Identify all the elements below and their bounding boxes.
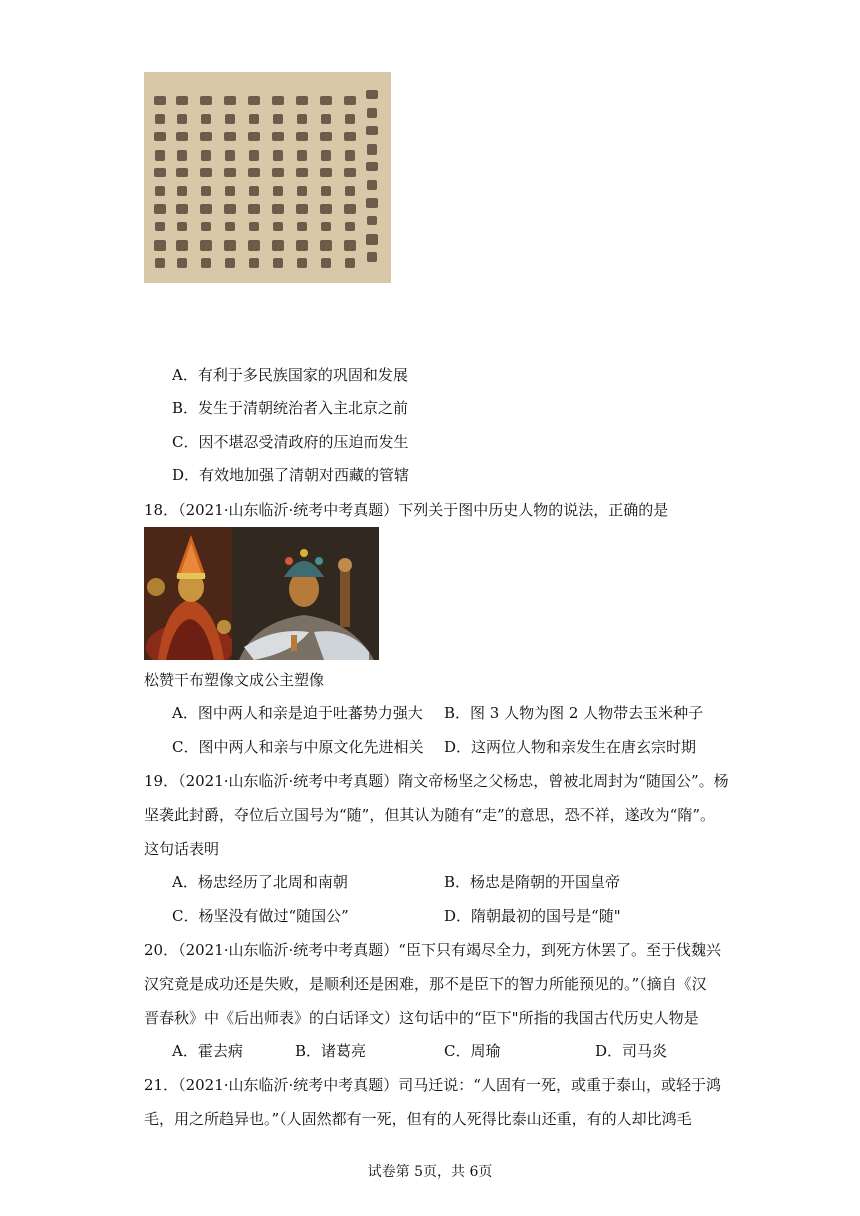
q20-option-c: C．周瑜 [444,1042,501,1060]
q19-option-b: B．杨忠是隋朝的开国皇帝 [444,873,621,891]
q19-option-c: C．杨坚没有做过“随国公” [172,907,349,925]
q18-caption: 松赞干布塑像文成公主塑像 [144,671,325,689]
q17-option-a: A．有利于多民族国家的巩固和发展 [172,366,408,384]
q20-stem-line-2: 汉究竟是成功还是失败，是顺利还是困难，那不是臣下的智力所能预见的。”（摘自《汉 [144,975,707,993]
q20-option-d: D．司马炎 [595,1042,668,1060]
q18-option-b: B．图 3 人物为图 2 人物带去玉米种子 [444,704,704,722]
q19-stem-line-1: 19．（2021·山东临沂·统考中考真题）隋文帝杨坚之父杨忠，曾被北周封为“随国公”。杨 [144,772,729,790]
q17-option-d: D．有效地加强了清朝对西藏的管辖 [172,466,410,484]
page-footer: 试卷第 5页，共 6页 [367,1164,493,1180]
statues-illustration [144,527,379,660]
q21-stem-line-2: 毛，用之所趋异也。”（人固然都有一死，但有的人死得比泰山还重，有的人却比鸿毛 [144,1110,692,1128]
q18-option-a: A．图中两人和亲是迫于吐蕃势力强大 [172,704,423,722]
q19-stem-line-2: 坚袭此封爵，夺位后立国号为“随”，但其认为随有“走”的意思，恐不祥，遂改为“隋”。 [144,806,716,824]
q17-option-c: C．因不堪忍受清政府的压迫而发生 [172,433,409,451]
calligraphy-strokes [144,72,391,283]
q20-stem-line-1: 20．（2021·山东临沂·统考中考真题）“臣下只有竭尽全力，到死方休罢了。至于伐魏兴 [144,941,721,959]
q18-option-d: D．这两位人物和亲发生在唐玄宗时期 [444,738,697,756]
q18-option-c: C．图中两人和亲与中原文化先进相关 [172,738,424,756]
q17-option-b: B．发生于清朝统治者入主北京之前 [172,399,409,417]
q21-stem-line-1: 21．（2021·山东临沂·统考中考真题）司马迁说：“人固有一死，或重于泰山，或轻于鸿 [144,1076,721,1094]
q19-stem-line-3: 这句话表明 [144,840,220,858]
q20-option-b: B．诸葛亮 [295,1042,367,1060]
statues-image [144,527,379,660]
q20-stem-line-3: 晋春秋》中《后出师表》的白话译文）这句话中的“臣下"所指的我国古代历史人物是 [144,1009,699,1027]
q19-option-a: A．杨忠经历了北周和南朝 [172,873,348,891]
q20-option-a: A．霍去病 [172,1042,243,1060]
q19-option-d: D．隋朝最初的国号是“随" [444,907,621,925]
calligraphy-image [144,72,391,283]
q18-stem: 18．（2021·山东临沂·统考中考真题）下列关于图中历史人物的说法，正确的是 [144,501,669,519]
